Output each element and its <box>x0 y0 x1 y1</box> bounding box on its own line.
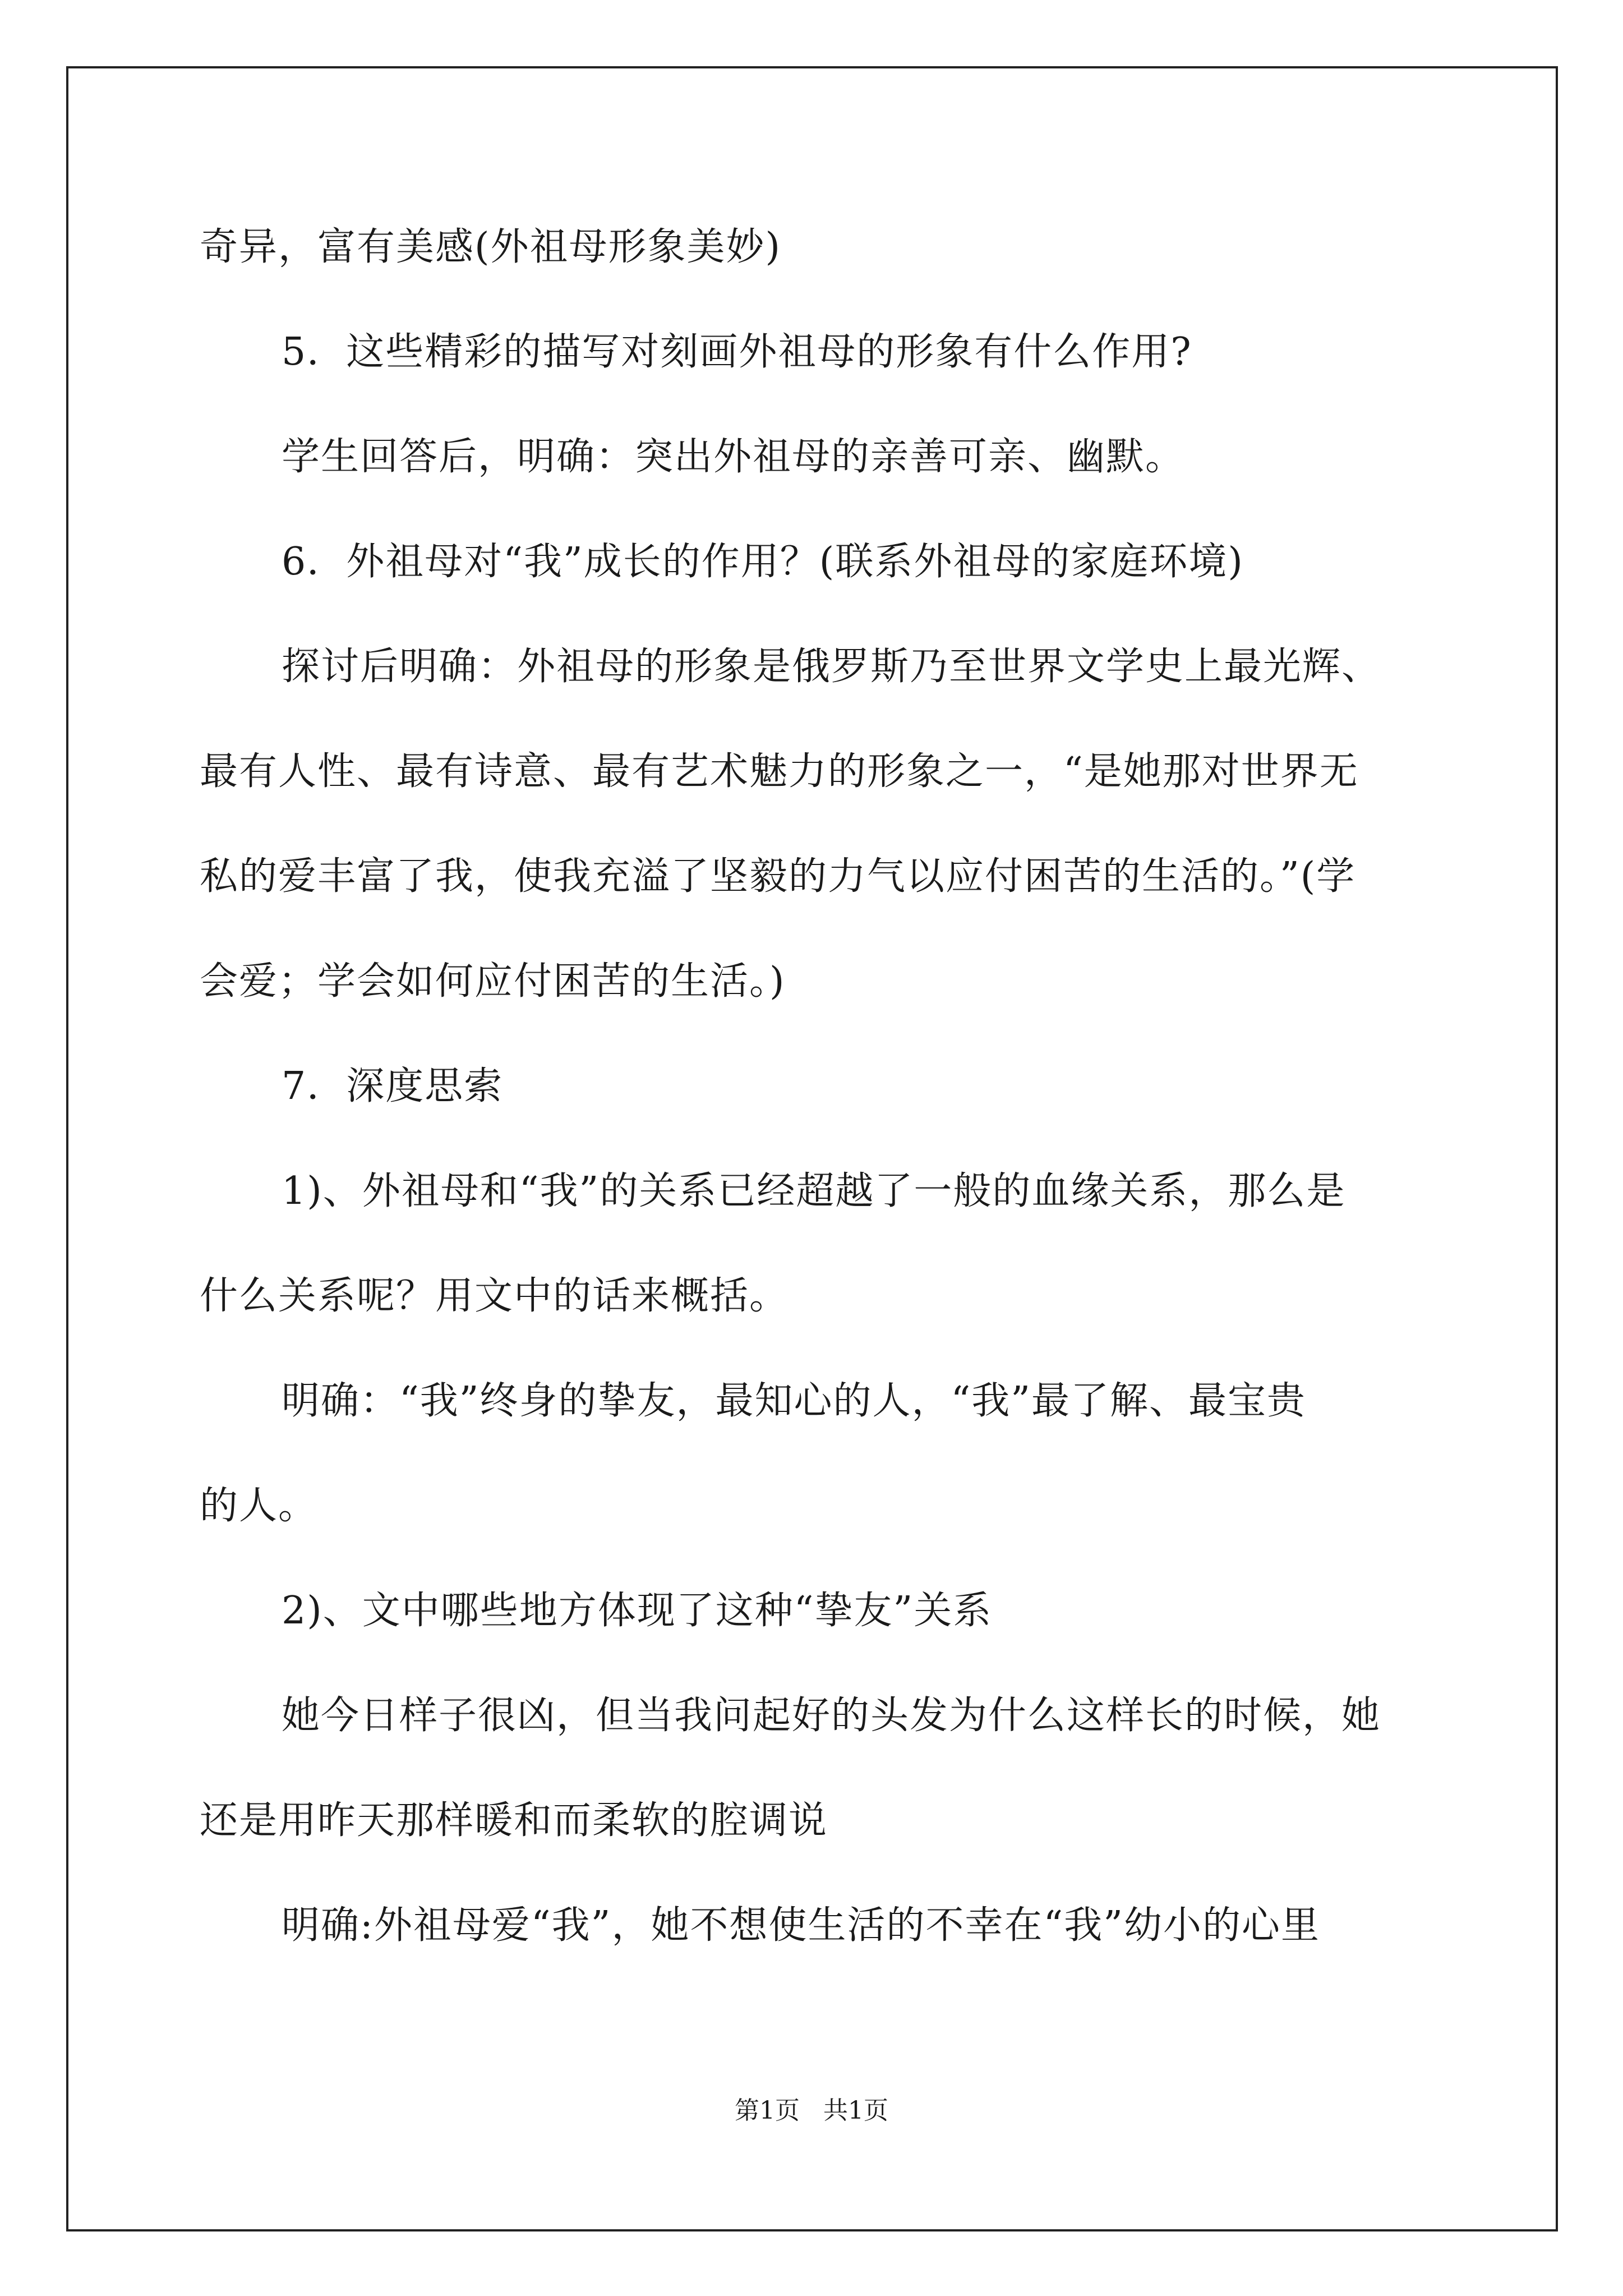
text-line: 学生回答后，明确：突出外祖母的亲善可亲、幽默。 <box>282 435 1185 479</box>
text-line: 探讨后明确：外祖母的形象是俄罗斯乃至世界文学史上最光辉、 <box>282 645 1381 689</box>
text-line: 会爱；学会如何应付困苦的生活。) <box>200 959 786 1004</box>
text-line: 2)、文中哪些地方体现了这种“挚友”关系 <box>282 1589 993 1633</box>
text-line: 奇异，富有美感(外祖母形象美妙) <box>200 225 782 269</box>
text-line: 还是用昨天那样暖和而柔软的腔调说 <box>200 1798 828 1843</box>
text-line: 7．深度思索 <box>282 1064 504 1108</box>
text-line: 5．这些精彩的描写对刻画外祖母的形象有什么作用? <box>282 330 1192 374</box>
text-line: 1)、外祖母和“我”的关系已经超越了一般的血缘关系，那么是 <box>282 1169 1346 1213</box>
text-line: 6．外祖母对“我”成长的作用？(联系外祖母的家庭环境) <box>282 540 1244 584</box>
text-line: 什么关系呢？用文中的话来概括。 <box>200 1274 789 1318</box>
page-number-footer: 第1页 共1页 <box>735 2096 888 2125</box>
text-line: 私的爱丰富了我，使我充溢了坚毅的力气以应付困苦的生活的。”(学 <box>200 854 1356 899</box>
text-line: 明确：“我”终身的挚友，最知心的人，“我”最了解、最宝贵 <box>282 1379 1307 1423</box>
text-line: 的人。 <box>200 1484 318 1528</box>
text-line: 最有人性、最有诗意、最有艺术魅力的形象之一，“是她那对世界无 <box>200 749 1359 794</box>
text-line: 她今日样子很凶，但当我问起好的头发为什么这样长的时候，她 <box>282 1694 1381 1738</box>
text-line: 明确:外祖母爱“我”，她不想使生活的不幸在“我”幼小的心里 <box>282 1903 1320 1948</box>
